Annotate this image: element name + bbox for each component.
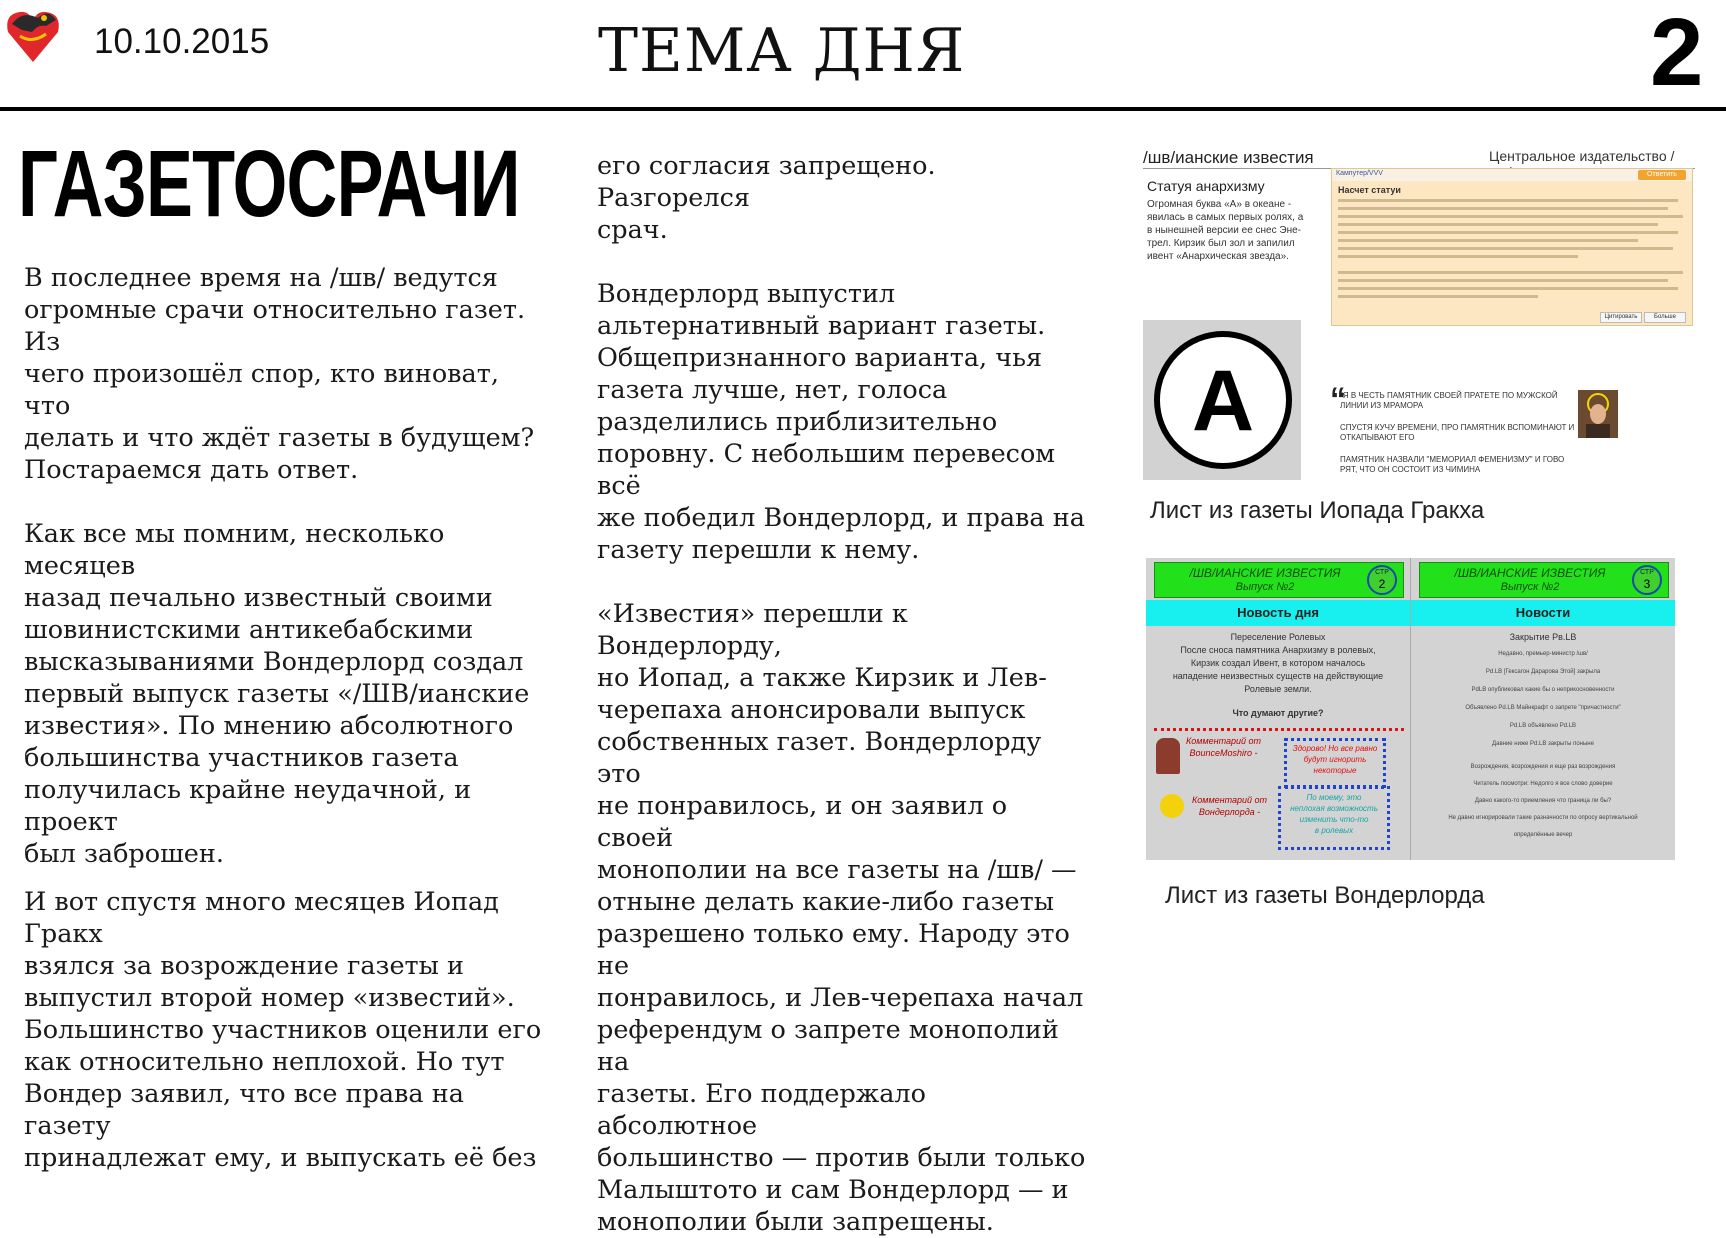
news-subtitle: Закрытие Рв.LB <box>1509 632 1577 642</box>
avatar <box>1578 390 1618 438</box>
news-line: Pd.LB объявлено Pd.LB <box>1509 723 1577 729</box>
text-line <box>1338 295 1538 298</box>
quote-mark-icon: “ <box>1330 381 1346 417</box>
news-line: Давно какого-то приемления что граница ли бы? <box>1474 798 1612 804</box>
comment-label: Комментарий от Вондерлорда - <box>1192 795 1268 817</box>
post-title: Насчет статуи <box>1338 185 1401 195</box>
paragraph: его согласия запрещено. Разгорелся срач. <box>597 151 936 245</box>
text-line <box>1338 207 1668 210</box>
issue-date: 10.10.2015 <box>94 22 270 61</box>
text-line <box>1338 255 1578 258</box>
quote-block <box>1320 381 1620 481</box>
paragraph: Вондерлорд выпустил альтернативный вариант газеты. Общепризнанного варианта, чья газета лучше, нет, голоса разделились приблизительно поровну. С небольшим перевесом всё же победил Вондерлорд, и права на газету перешли к нему. <box>597 279 1085 565</box>
page-number-badge <box>1367 565 1397 595</box>
newspaper-page-left <box>1146 558 1410 860</box>
comment-text: По моему, это неплохая возможность изменить что-то в ролевых <box>1290 793 1378 835</box>
quote-line: ОТКАПЫВАЮТ ЕГО <box>1340 433 1415 442</box>
article-column-2 <box>597 150 1087 1238</box>
text-line <box>1338 223 1658 226</box>
dotted-divider <box>1154 728 1404 731</box>
issue-label: Выпуск №2 <box>1500 581 1560 593</box>
paragraph: И вот спустя много месяцев Иопад Гракх взялся за возрождение газеты и выпустил второй номер «известий». Большинство участников оценили его как относительно неплохой. Но тут Вондер заявил, что все права на газету принадлежат ему, и выпускать её без <box>24 887 542 1173</box>
text-line <box>1338 231 1678 234</box>
forum-screenshot <box>1143 148 1695 328</box>
page-header-bar <box>1154 562 1404 598</box>
figure-caption: Лист из газеты Иопада Гракха <box>1150 497 1485 524</box>
page-title: /ШВ/ИАНСКИЕ ИЗВЕСТИЯ <box>1189 566 1341 580</box>
quote-line: РЯТ, ЧТО ОН СОСТОИТ ИЗ ЧИМИНА <box>1340 465 1481 474</box>
paragraph: В последнее время на /шв/ ведутся огромные срачи относительно газет. Из чего произошёл спор, кто виноват, что делать и что ждёт газеты в будущем? Постараемся дать ответ. <box>24 263 535 485</box>
reply-badge: Ответить <box>1638 170 1686 180</box>
section-title: ТЕМА ДНЯ <box>598 16 966 86</box>
comment-box <box>1278 786 1390 850</box>
newspaper-page-right <box>1410 558 1675 860</box>
post-username: Кампутер/VVV <box>1336 170 1383 177</box>
paragraph: Как все мы помним, несколько месяцев назад печально известный своими шовинистскими антикебабскими высказываниями Вондерлорд создал первый выпуск газеты «/ШВ/ианские известия». По мнению абсолютного большинства участников газета получилась крайне неудачной, и проект был заброшен. <box>24 519 530 869</box>
news-subtitle: Переселение Ролевых <box>1230 632 1326 642</box>
quote-line: СПУСТЯ КУЧУ ВРЕМЕНИ, ПРО ПАМЯТНИК ВСПОМИНАЮТ И <box>1340 423 1575 432</box>
news-line: определённые вечер <box>1513 832 1573 838</box>
forum-post-panel <box>1331 168 1693 326</box>
page-label: СТР <box>1375 569 1389 576</box>
text-line <box>1338 287 1678 290</box>
text-line <box>1338 215 1683 218</box>
comment-label: Комментарий от BounceMoshiro - <box>1186 736 1262 758</box>
issue-label: Выпуск №2 <box>1235 581 1295 593</box>
statue-title: Статуя анархизму <box>1147 178 1265 194</box>
article-headline: ГАЗЕТОСРАЧИ <box>18 131 520 237</box>
text-line <box>1338 239 1638 242</box>
quote-button: Цитировать <box>1600 312 1642 323</box>
text-line <box>1338 271 1683 274</box>
news-line: Давние ниже Pd.LB закрыты поныне <box>1492 741 1594 747</box>
article-column-1 <box>24 262 544 1174</box>
text-line <box>1338 199 1678 202</box>
news-line: Не давно игнорировали такие разначности по опросу вертикальной <box>1448 815 1638 821</box>
anarchy-symbol-image <box>1143 320 1301 480</box>
figure-caption: Лист из газеты Вондерлорда <box>1165 882 1485 909</box>
news-line: Объявлено Pd.LB Майнкрафт о запрете "причастности" <box>1465 705 1621 711</box>
newspaper-title: /шв/ианские известия <box>1143 148 1314 167</box>
anarchy-letter: A <box>1191 353 1255 449</box>
header-divider <box>0 107 1726 111</box>
page-label: СТР <box>1640 569 1654 576</box>
news-line: Pd.LB [Гексагон Дарарова Этой] закрыла <box>1485 669 1601 675</box>
page-number: 2 <box>1650 0 1704 106</box>
quote-line: ПАМЯТНИК НАЗВАЛИ "МЕМОРИАЛ ФЕМЕНИЗМУ" И ГОВО <box>1340 455 1565 464</box>
quote-line: ЛИНИИ ИЗ МРАМОРА <box>1340 401 1424 410</box>
news-line: Недавно, премьер-министр /шв/ <box>1498 651 1588 657</box>
news-line: Читатель посмотри: Недолго я все слово доверие <box>1473 781 1613 787</box>
dragon-logo-icon <box>2 2 64 66</box>
quote-line: "Я В ЧЕСТЬ ПАМЯТНИК СВОЕЙ ПРАТЕТЕ ПО МУЖСКОЙ <box>1340 391 1558 400</box>
news-line: Возрождения, возрождения и еще раз возрождения <box>1470 764 1616 770</box>
question-heading: Что думают другие? <box>1232 708 1324 718</box>
smiley-figure <box>1160 794 1184 818</box>
comment-text: Здорово! Но все равно будут игнорить некоторые <box>1292 744 1378 775</box>
text-line <box>1338 279 1668 282</box>
statue-text: Огромная буква «А» в океане - явилась в самых первых ролях, а в нынешней версии ее снес Эне- трел. Кирзик был зол и запилил ивент «Анархическая звезда». <box>1147 199 1304 262</box>
newspaper-pages-image <box>1146 558 1674 860</box>
section-bar: Новость дня <box>1146 600 1410 626</box>
more-button: Больше <box>1644 312 1686 323</box>
publisher-label: Центральное издательство / <box>1489 148 1675 164</box>
comment-box <box>1284 738 1386 788</box>
paragraph: «Известия» перешли к Вондерлорду, но Иопад, а также Кирзик и Лев- черепаха анонсировали выпуск собственных газет. Вондерлорду это не понравилось, и он заявил о своей монополии на все газеты на /шв/ — отныне делать какие-либо газеты разрешено только ему. Народу это не понравилось, и Лев-черепаха начал референдум о запрете монополий на газеты. Его поддержало абсолютное большинство — против были только Малыштото и сам Вондерлорд — и монополии были запрещены. <box>597 599 1086 1237</box>
page-num: 3 <box>1643 577 1651 591</box>
page-title: /ШВ/ИАНСКИЕ ИЗВЕСТИЯ <box>1454 566 1606 580</box>
text-line <box>1338 247 1673 250</box>
page-number-badge <box>1632 565 1662 595</box>
character-figure <box>1156 738 1180 774</box>
news-body: После сноса памятника Анархизму в ролевых, Кирзик создал Ивент, в котором началось нападение неизвестных существ на действующие Ролевые земли. <box>1172 645 1384 694</box>
page-header-bar <box>1419 562 1669 598</box>
page-num: 2 <box>1378 577 1386 591</box>
news-line: PdLB опубликовал какие бы о неприкосновенности <box>1471 687 1615 693</box>
section-bar: Новости <box>1411 600 1675 626</box>
